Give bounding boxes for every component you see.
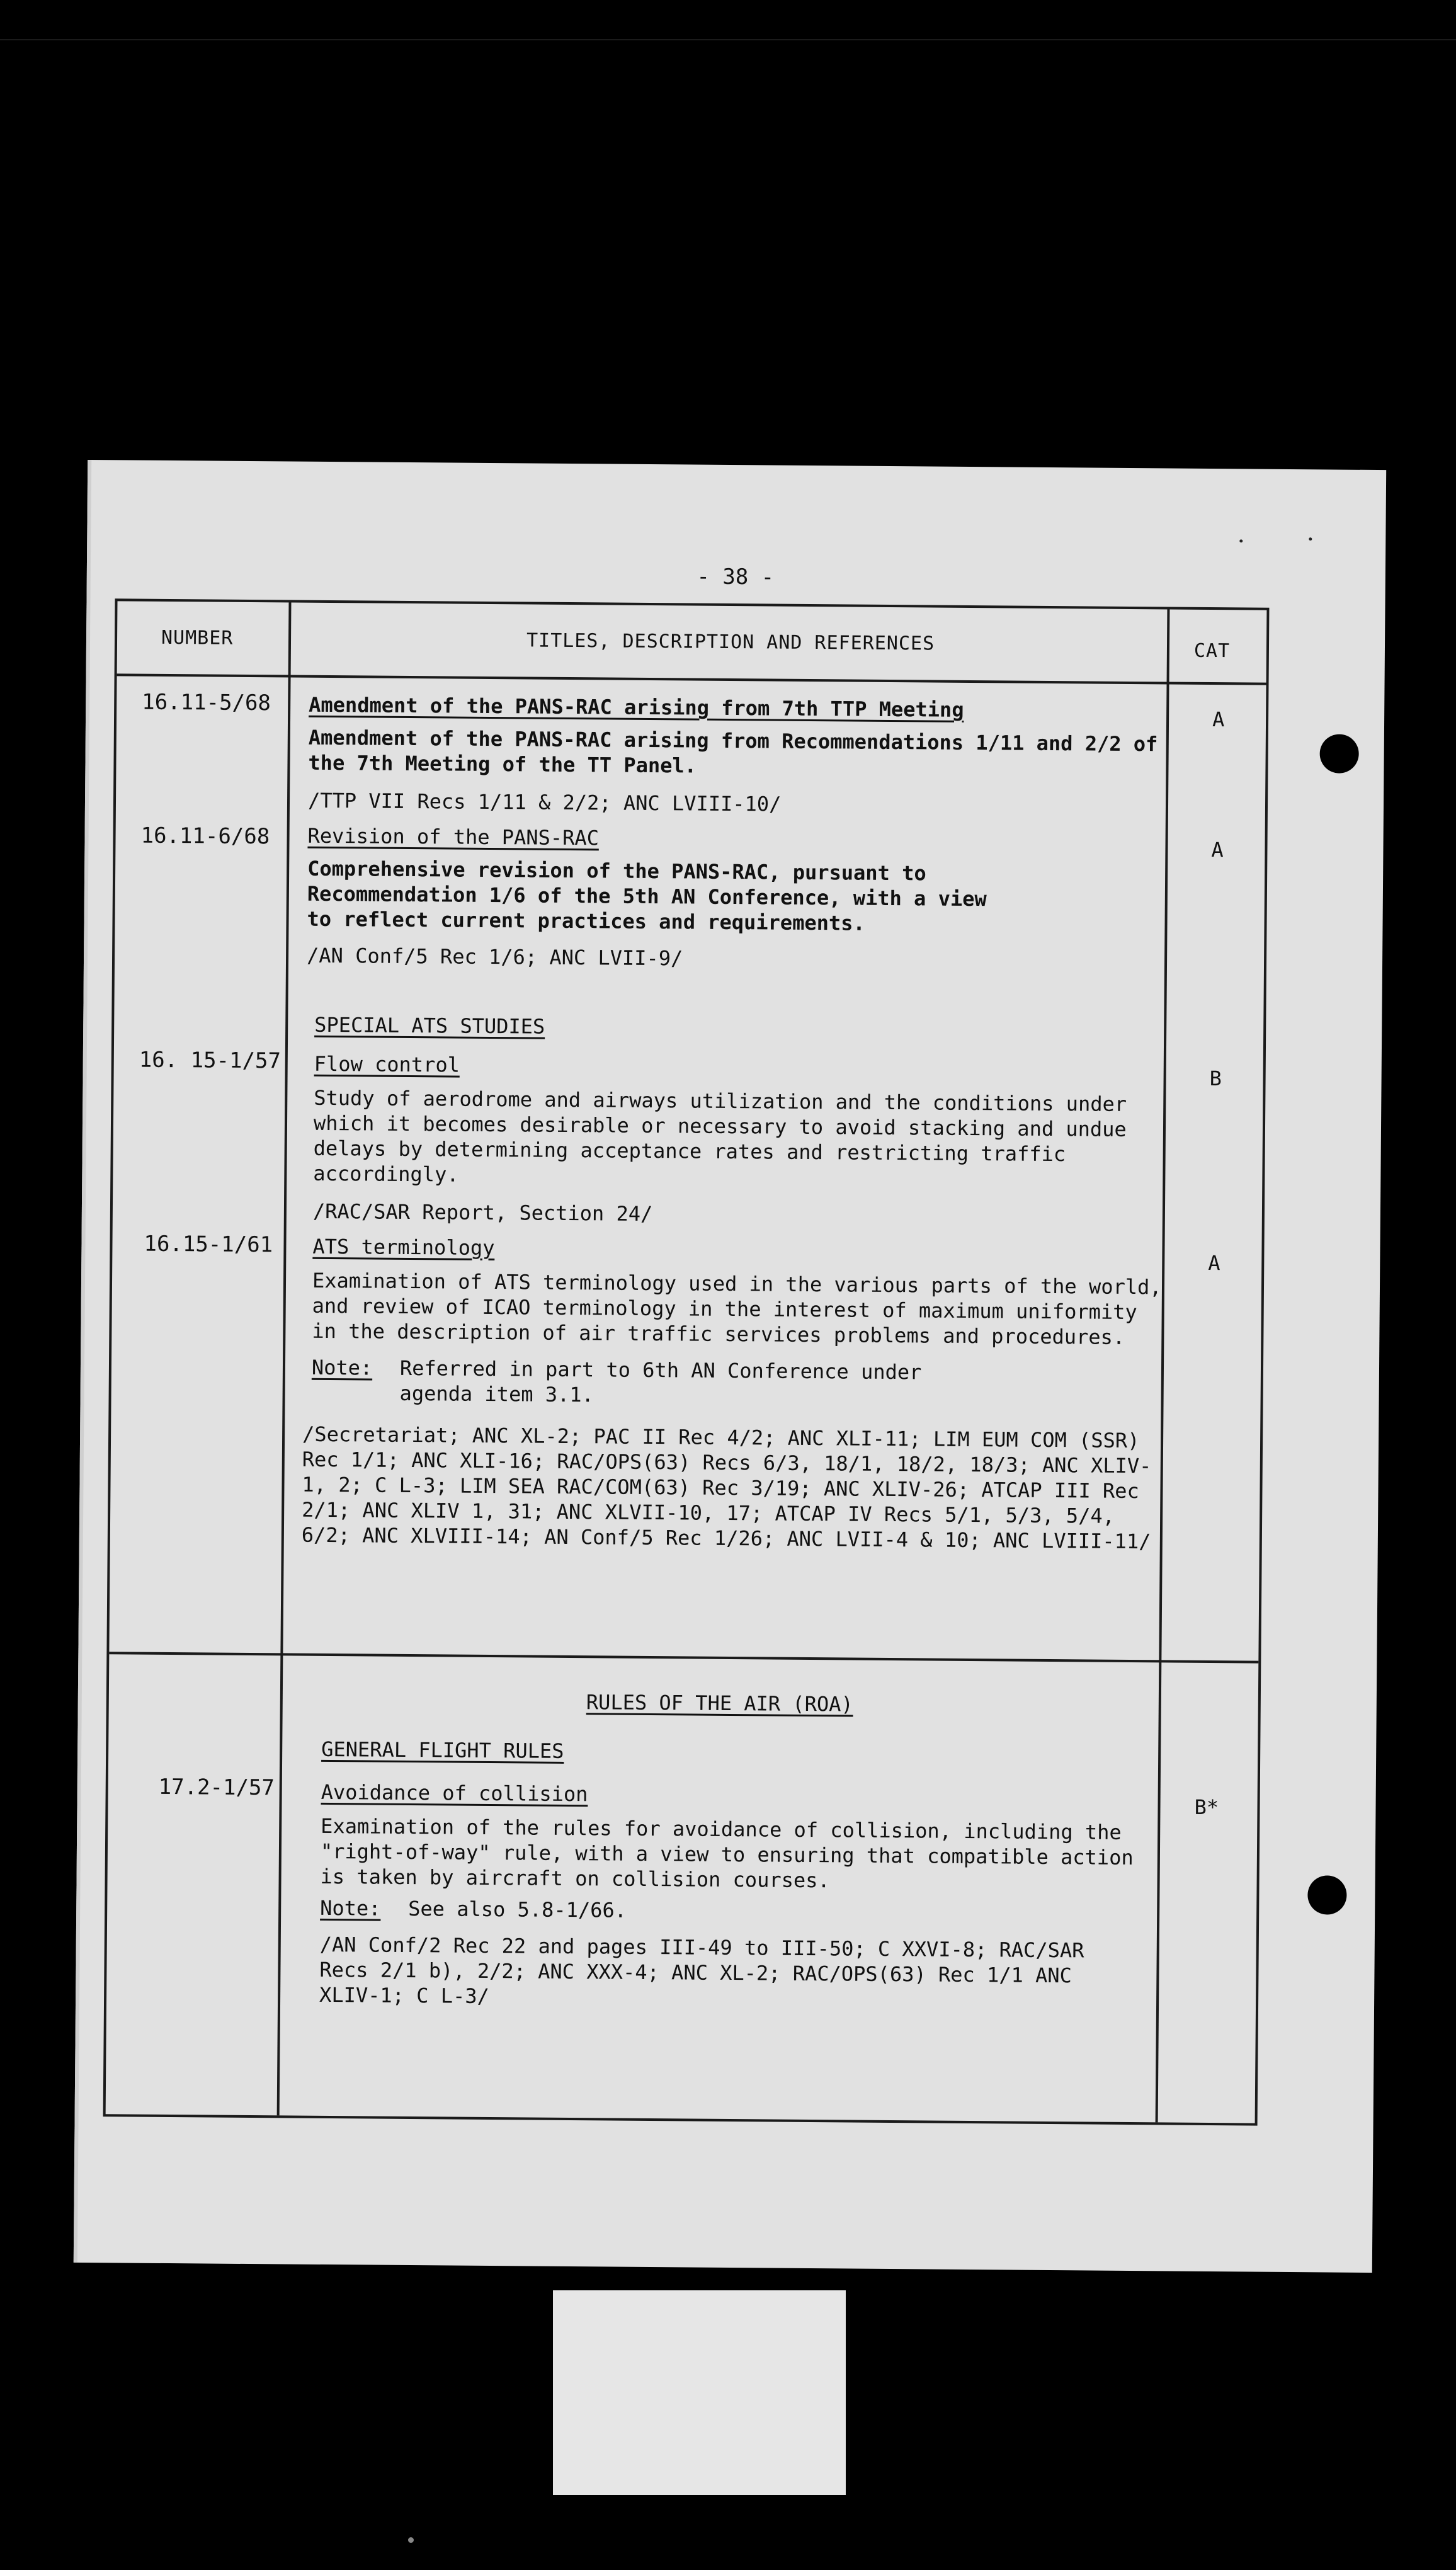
page-number: - 38 - [697, 564, 775, 590]
entry-block [307, 823, 1164, 975]
entry-block [308, 692, 1165, 820]
column-divider-number [277, 602, 292, 2115]
entry-title: Avoidance of collision [321, 1779, 588, 1807]
speck [1239, 539, 1243, 542]
entry-description: Comprehensive revision of the PANS-RAC, pursuant to Recommendation 1/6 of the 5th AN Conference, with a view to reflect current practices and requirements. [307, 856, 987, 935]
note-text: Referred in part to 6th AN Conference under agenda item 3.1. [399, 1356, 922, 1407]
entry-cat: B [1209, 1066, 1222, 1091]
entry-description: Examination of ATS terminology used in the various parts of the world, and review of ICAO terminology in the interest of maximum uniformity in the description of air traffic services problems and procedures. [312, 1268, 1162, 1349]
table-frame [103, 598, 1270, 2125]
rules-heading-block [292, 1688, 1148, 1720]
entry-number: 16.11-5/68 [142, 689, 271, 716]
entry-note [311, 1355, 1168, 1412]
speck [408, 2537, 414, 2543]
entry-references: /TTP VII Recs 1/11 & 2/2; ANC LVIII-10/ [307, 788, 782, 816]
entry-cat: A [1208, 1250, 1220, 1276]
entry-number: 16.11-6/68 [140, 823, 270, 850]
header-number: NUMBER [161, 626, 234, 649]
entry-title: ATS terminology [312, 1234, 495, 1260]
section-heading: SPECIAL ATS STUDIES [314, 1012, 545, 1039]
header-titles: TITLES, DESCRIPTION AND REFERENCES [526, 629, 935, 655]
entry-title: Amendment of the PANS-RAC arising from 7th TTP Meeting [309, 692, 964, 722]
speck [1309, 537, 1312, 540]
rules-subheading: GENERAL FLIGHT RULES [321, 1737, 564, 1763]
entry-block [319, 1779, 1140, 2014]
entry-description: Examination of the rules for avoidance of collision, including the "right-of-way" rule, with a view to ensuring that compatible action is taken by aircraft on collision courses. [320, 1813, 1134, 1893]
entry-cat: A [1212, 707, 1225, 732]
punch-hole [1319, 734, 1358, 773]
entry-note [320, 1895, 1139, 1927]
entry-block [313, 1051, 1171, 1231]
entry-description: Study of aerodrome and airways utilization and the conditions under which it becomes desirable or necessary to avoid stacking and undue delays by determining acceptance rates and restricting traffic accordingly. [313, 1085, 1127, 1187]
rules-heading: RULES OF THE AIR (ROA) [586, 1690, 853, 1716]
note-text: See also 5.8-1/66. [408, 1897, 627, 1922]
section-heading-block [314, 1012, 1171, 1044]
entry-block [301, 1234, 1169, 1555]
punch-hole [1307, 1875, 1346, 1914]
paper-slip [553, 2290, 846, 2495]
note-label: Note: [320, 1895, 381, 1921]
entry-references: /AN Conf/5 Rec 1/6; ANC LVII-9/ [306, 943, 683, 971]
entry-number: 16. 15-1/57 [139, 1047, 282, 1074]
scan-edge-line [0, 39, 1456, 40]
document-page [74, 460, 1386, 2273]
rules-subheading-block [321, 1737, 1178, 1769]
entry-title: Revision of the PANS-RAC [307, 823, 600, 850]
entry-references: /RAC/SAR Report, Section 24/ [312, 1199, 653, 1226]
entry-cat: A [1211, 837, 1224, 862]
entry-references: /AN Conf/2 Rec 22 and pages III-49 to III-50; C XXVI-8; RAC/SAR Recs 2/1 b), 2/2; ANC XXX-4; ANC XL-2; RAC/OPS(63) Rec 1/1 ANC XLIV-1; C L-3/ [319, 1932, 1084, 2009]
note-label: Note: [311, 1355, 373, 1380]
entry-title: Flow control [314, 1051, 460, 1077]
entry-number: 16.15-1/61 [144, 1231, 273, 1258]
entry-description: Amendment of the PANS-RAC arising from Recommendations 1/11 and 2/2 of the 7th Meeting of the TT Panel. [308, 725, 1158, 778]
entry-number: 17.2-1/57 [158, 1774, 275, 1801]
entry-cat: B* [1194, 1795, 1219, 1820]
header-cat: CAT [1193, 639, 1231, 663]
entry-references: /Secretariat; ANC XL-2; PAC II Rec 4/2; ANC XLI-11; LIM EUM COM (SSR) Rec 1/1; ANC XLI-16; RAC/OPS(63) Recs 6/3, 18/1, 18/2, 18/3; ANC XLIV-1, 2; C L-3; LIM SEA RAC/COM(63) Rec 3/19; ANC XLIV-26; ATCAP III Rec 2/1; ANC XLIV 1, 31; ANC XLVII-10, 17; ATCAP IV Recs 5/1, 5/3, 5/4, 6/2; ANC XLVIII-14; AN Conf/5 Rec 1/26; ANC LVII-4 & 10; ANC LVIII-11/ [301, 1422, 1152, 1554]
